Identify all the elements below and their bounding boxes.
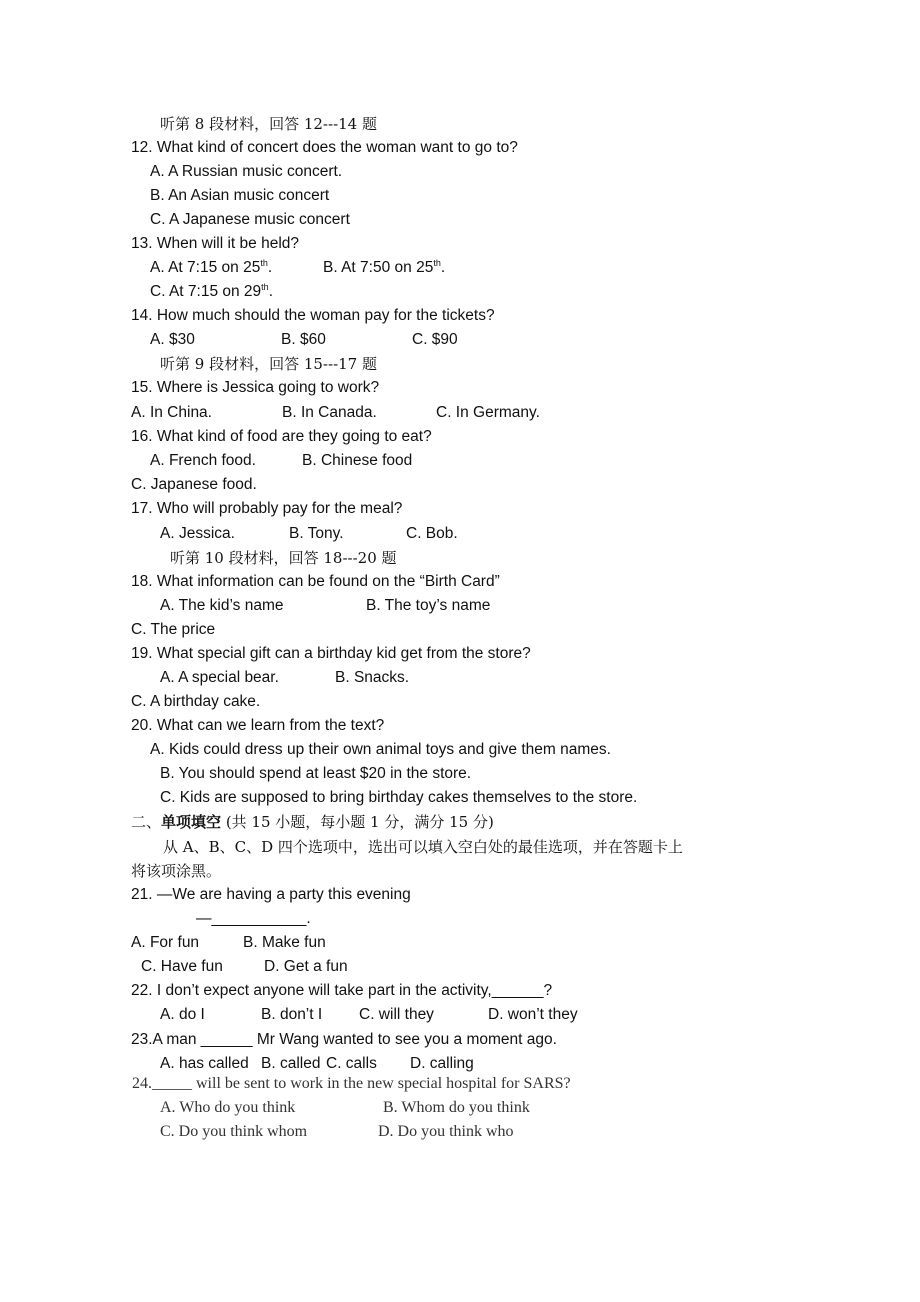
question-17: 17. Who will probably pay for the meal? xyxy=(131,500,403,517)
option: C. Have fun xyxy=(141,958,223,975)
option: A. A Russian music concert. xyxy=(150,163,343,180)
question-13: 13. When will it be held? xyxy=(131,235,300,252)
option: C. $90 xyxy=(412,331,458,348)
option: D. calling xyxy=(410,1055,474,1072)
option: B. Chinese food xyxy=(302,452,413,469)
question-12: 12. What kind of concert does the woman want to go to? xyxy=(131,139,518,156)
part-heading xyxy=(131,812,494,832)
option: B. Tony. xyxy=(289,525,344,542)
superscript: th xyxy=(433,258,441,268)
option: B. don’t I xyxy=(261,1006,323,1023)
question-19: 19. What special gift can a birthday kid get from the store? xyxy=(131,645,531,662)
part-number: 二、 xyxy=(131,813,162,831)
option: B. Snacks. xyxy=(335,669,410,686)
option: C. Japanese food. xyxy=(131,476,257,493)
period: . xyxy=(440,259,446,276)
answer-blank: —___________. xyxy=(196,910,311,927)
option xyxy=(323,258,445,278)
option: A. The kid’s name xyxy=(160,597,284,614)
superscript: th xyxy=(260,258,268,268)
option: A. A special bear. xyxy=(160,669,279,686)
option xyxy=(150,282,273,302)
option: C. Kids are supposed to bring birthday cakes themselves to the store. xyxy=(160,789,638,806)
option: B. An Asian music concert xyxy=(150,187,330,204)
option: D. Get a fun xyxy=(264,958,348,975)
question-24: 24._____ will be sent to work in the new special hospital for SARS? xyxy=(132,1075,571,1092)
instructions: 将该项涂黑。 xyxy=(131,862,222,880)
period: . xyxy=(267,259,273,276)
option: A. $30 xyxy=(150,331,195,348)
option: A. For fun xyxy=(131,934,200,951)
option: A. Who do you think xyxy=(160,1099,296,1116)
option: C. calls xyxy=(326,1055,377,1072)
option-text: B. At 7:50 on 25 xyxy=(323,259,434,276)
option: B. Make fun xyxy=(243,934,326,951)
question-21: 21. —We are having a party this evening xyxy=(131,886,411,903)
option: C. A birthday cake. xyxy=(131,693,261,710)
section-heading: 听第 9 段材料，回答 15---17 题 xyxy=(160,355,377,373)
option: C. In Germany. xyxy=(436,404,540,421)
part-title: 单项填空 xyxy=(161,813,222,831)
option: A. has called xyxy=(160,1055,249,1072)
option: C. Do you think whom xyxy=(160,1123,308,1140)
question-22: 22. I don’t expect anyone will take part in the activity,______? xyxy=(131,982,553,999)
option: B. You should spend at least $20 in the store. xyxy=(160,765,472,782)
option: B. $60 xyxy=(281,331,326,348)
question-23: 23.A man ______ Mr Wang wanted to see you a moment ago. xyxy=(131,1031,557,1048)
option: A. Kids could dress up their own animal toys and give them names. xyxy=(150,741,611,758)
option: C. A Japanese music concert xyxy=(150,211,350,228)
question-14: 14. How much should the woman pay for the tickets? xyxy=(131,307,495,324)
option-text: A. At 7:15 on 25 xyxy=(150,259,261,276)
option: D. won’t they xyxy=(488,1006,578,1023)
option: C. will they xyxy=(359,1006,434,1023)
section-heading: 听第 8 段材料，回答 12---14 题 xyxy=(160,115,377,133)
instructions: 从 A、B、C、D 四个选项中，选出可以填入空白处的最佳选项，并在答题卡上 xyxy=(163,838,683,856)
section-heading: 听第 10 段材料，回答 18---20 题 xyxy=(170,549,397,567)
option: C. The price xyxy=(131,621,216,638)
option xyxy=(150,258,272,278)
option: A. do I xyxy=(160,1006,205,1023)
option: B. called xyxy=(261,1055,321,1072)
question-15: 15. Where is Jessica going to work? xyxy=(131,379,380,396)
question-20: 20. What can we learn from the text? xyxy=(131,717,385,734)
option: A. Jessica. xyxy=(160,525,235,542)
option: B. Whom do you think xyxy=(383,1099,530,1116)
option: B. In Canada. xyxy=(282,404,377,421)
option: A. French food. xyxy=(150,452,256,469)
option: C. Bob. xyxy=(406,525,458,542)
option: B. The toy’s name xyxy=(366,597,491,614)
part-info: (共 15 小题，每小题 1 分，满分 15 分) xyxy=(225,813,494,831)
question-16: 16. What kind of food are they going to eat? xyxy=(131,428,432,445)
option: D. Do you think who xyxy=(378,1123,514,1140)
superscript: th xyxy=(261,282,269,292)
period: . xyxy=(268,283,273,300)
option-text: C. At 7:15 on 29 xyxy=(150,283,262,300)
question-18: 18. What information can be found on the “Birth Card” xyxy=(131,573,500,590)
option: A. In China. xyxy=(131,404,212,421)
